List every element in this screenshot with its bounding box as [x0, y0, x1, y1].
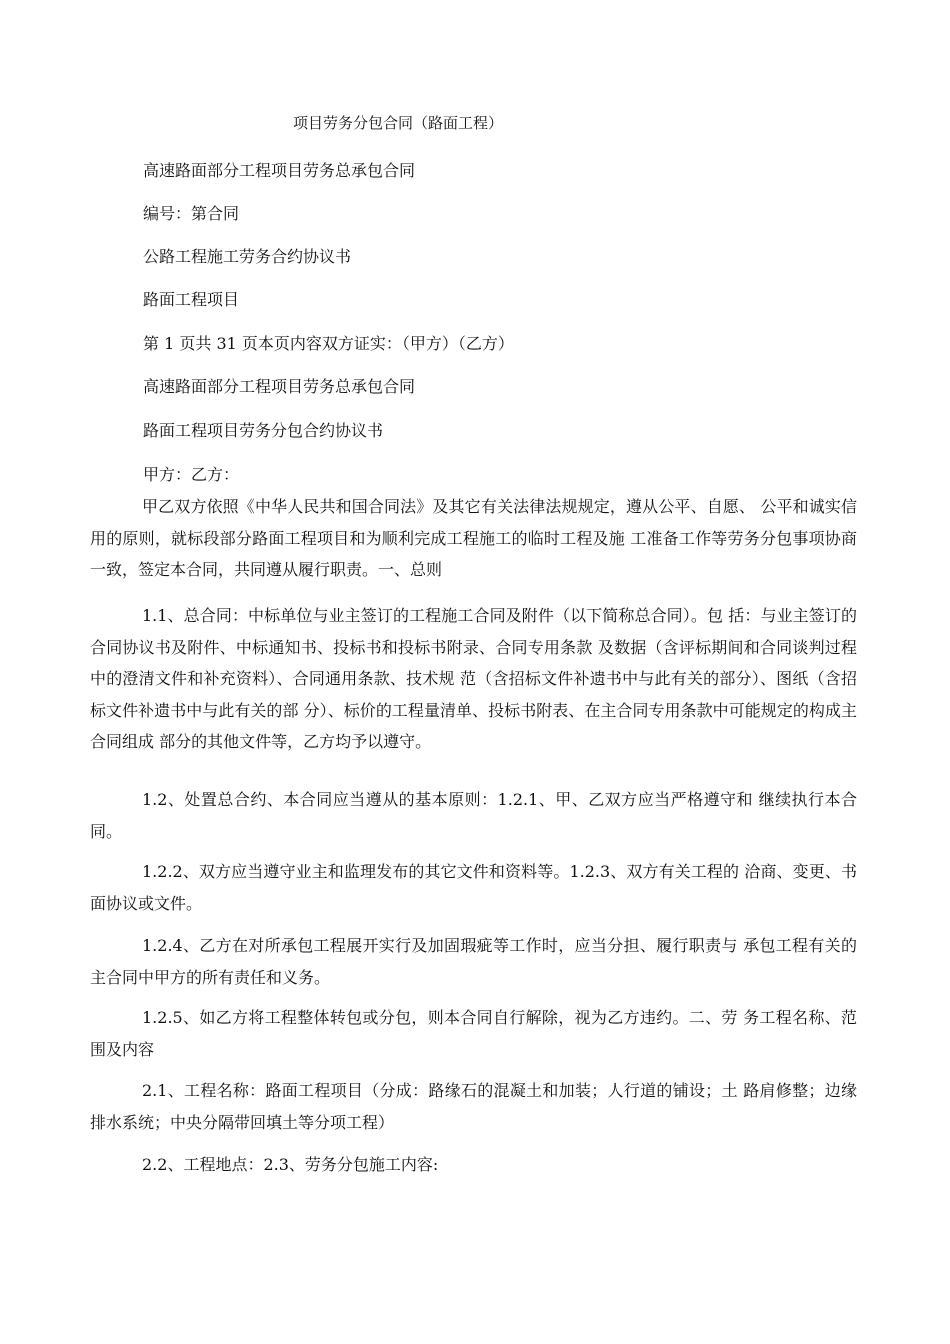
- paragraph-1-2-4: 1.2.4、乙方在对所承包工程展开实行及加固瑕疵等工作时，应当分担、履行职责与 承包工程有关的主合同中甲方的所有责任和义务。: [90, 936, 857, 987]
- paragraph-1-2-principles: 1.2、处置总合约、本合同应当遵从的基本原则：1.2.1、甲、乙双方应当严格遵守和 继续执行本合同。: [90, 790, 857, 841]
- document-title: 项目劳务分包合同（路面工程）: [293, 114, 504, 132]
- paragraph-1-1-general-contract: 1.1、总合同：中标单位与业主签订的工程施工合同及附件（以下简称总合同）。包 括：与业主签订的合同协议书及附件、中标通知书、投标书和投标书附录、合同专用条款 及数据（含评标期间和合同谈判过程中的澄清文件和补充资料）、合同通用条款、技术规 范（含招标文件补遗书中与此有关的部分）、图纸（含招标文件补遗书中与此有关的部 分）、标价的工程量清单、投标书附表、在主合同专用条款中可能规定的构成主合同组成 部分的其他文件等，乙方均予以遵守。: [90, 606, 857, 751]
- header-line-parties: 甲方：乙方：: [143, 465, 240, 484]
- paragraph-2-2-location: 2.2、工程地点：2.3、劳务分包施工内容:: [142, 1155, 439, 1174]
- header-line-contract-name-repeat: 高速路面部分工程项目劳务总承包合同: [143, 377, 416, 396]
- header-line-agreement-title: 公路工程施工劳务合约协议书: [143, 247, 352, 266]
- header-line-page-confirmation: 第 1 页共 31 页本页内容双方证实：（甲方）（乙方）: [143, 334, 514, 353]
- paragraph-1-2-2: 1.2.2、双方应当遵守业主和监理发布的其它文件和资料等。1.2.3、双方有关工程的 洽商、变更、书面协议或文件。: [90, 862, 857, 913]
- paragraph-preamble: 甲乙双方依照《中华人民共和国合同法》及其它有关法律法规规定，遵从公平、自愿、 公平和诚实信用的原则，就标段部分路面工程项目和为顺利完成工程施工的临时工程及施 工准备工作等劳务分包事项协商一致，签定本合同，共同遵从履行职责。一、总则: [90, 497, 857, 579]
- header-line-contract-name: 高速路面部分工程项目劳务总承包合同: [143, 161, 416, 180]
- paragraph-2-1-project-name: 2.1、工程名称：路面工程项目（分成：路缘石的混凝土和加装；人行道的铺设；土 路肩修整；边缘排水系统；中央分隔带回填土等分项工程）: [90, 1081, 857, 1132]
- header-line-contract-number: 编号：第合同: [143, 204, 240, 223]
- header-line-project-name: 路面工程项目: [143, 290, 240, 309]
- header-line-subcontract-agreement: 路面工程项目劳务分包合约协议书: [143, 421, 384, 440]
- paragraph-1-2-5: 1.2.5、如乙方将工程整体转包或分包，则本合同自行解除，视为乙方违约。二、劳 务工程名称、范围及内容: [90, 1008, 857, 1059]
